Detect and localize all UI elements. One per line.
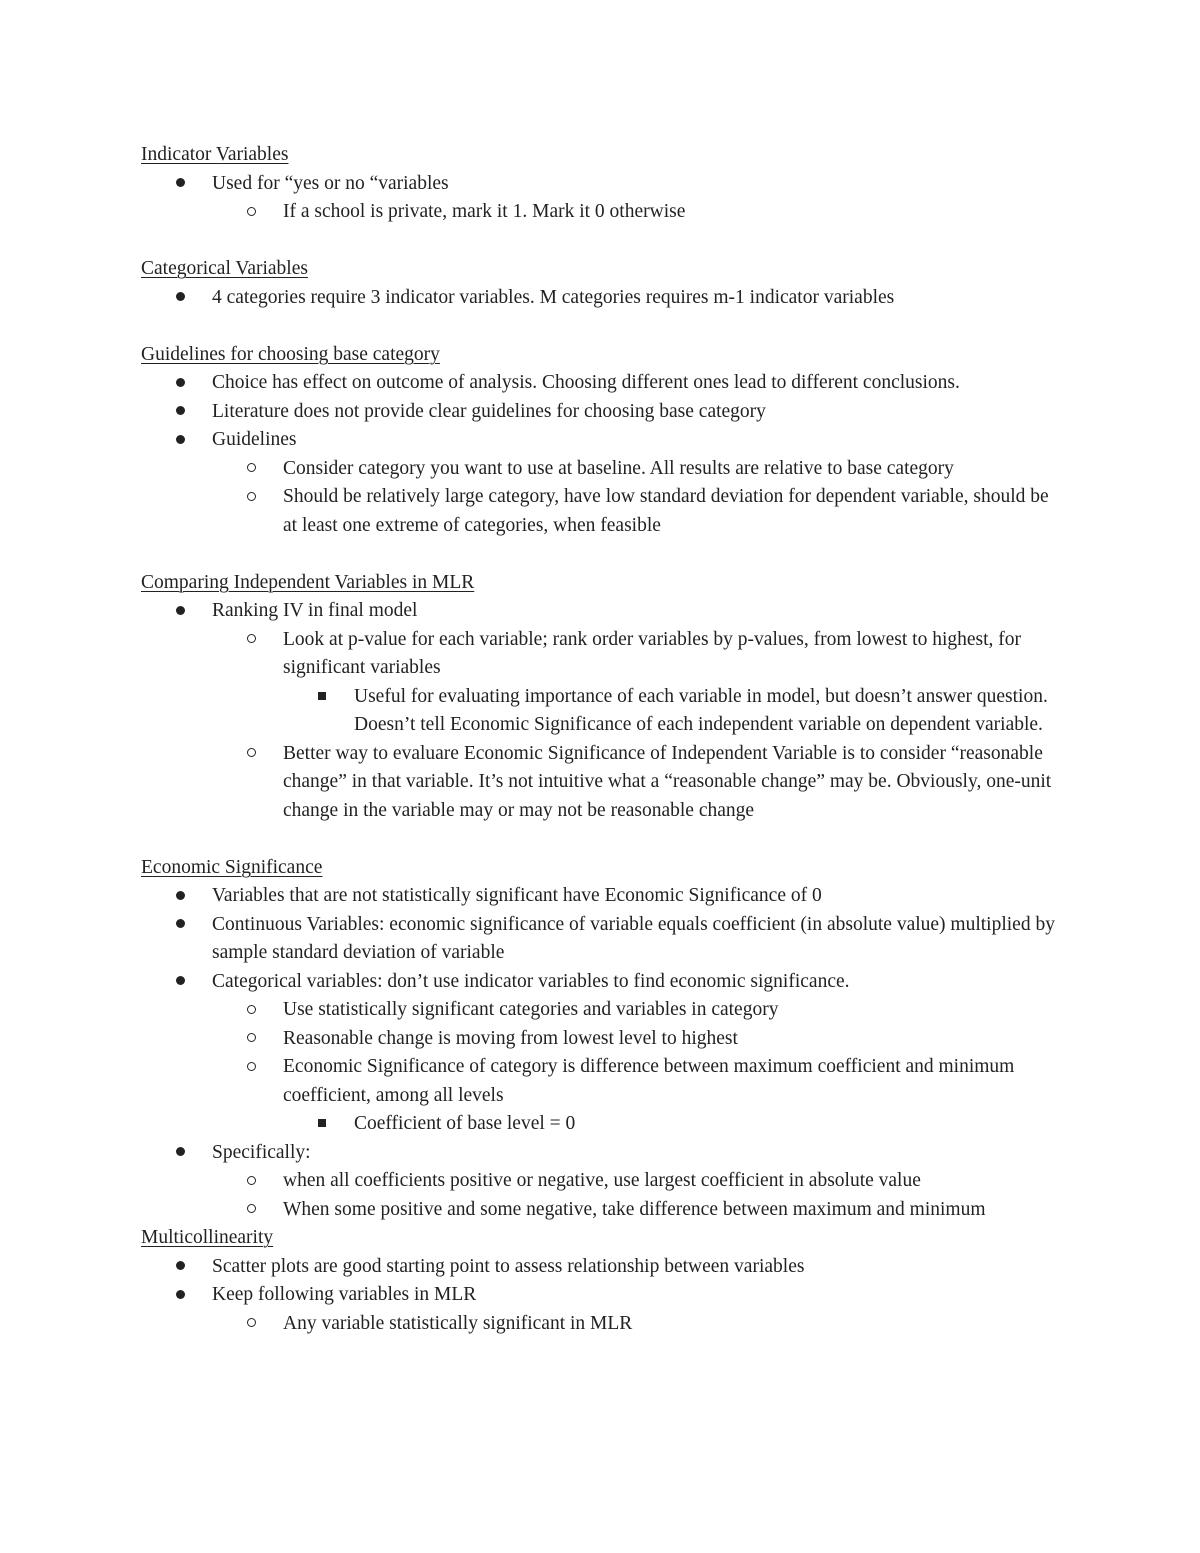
list-item-text: Guidelines: [212, 429, 297, 450]
list-item-text: 4 categories require 3 indicator variables. M categories requires m-1 indicator variables: [212, 286, 895, 308]
list-item-text: Reasonable change is moving from lowest level to highest: [283, 1027, 738, 1049]
list-item-text: Look at p-value for each variable; rank order variables by p-values, from lowest to highest, for significant variables: [283, 628, 1022, 678]
list-item: [141, 369, 1061, 398]
section-heading: Comparing Independent Variables in MLR: [141, 571, 475, 593]
list-item: [141, 1281, 1061, 1310]
bullet-disc-icon: [170, 1139, 190, 1168]
list-item-text: If a school is private, mark it 1. Mark it 0 otherwise: [283, 201, 686, 222]
list-item-text: Coefficient of base level = 0: [354, 1113, 576, 1134]
section-heading: Multicollinearity: [141, 1227, 274, 1248]
list-item-text: Keep following variables in MLR: [212, 1284, 477, 1305]
bullet-circle-icon: [241, 1025, 261, 1054]
section-indicator-variables: [141, 141, 1061, 227]
list-item: [141, 483, 1061, 540]
list-item-text: Continuous Variables: economic significance of variable equals coefficient (in absolute value) multiplied by sample standard deviation of variable: [212, 913, 1055, 963]
list-item: [141, 426, 1061, 455]
list-item: [141, 882, 1061, 911]
list-item-text: Variables that are not statistically significant have Economic Significance of 0: [212, 885, 822, 906]
bullet-circle-icon: [241, 1167, 261, 1196]
list-item: [141, 1025, 1061, 1054]
bullet-disc-icon: [170, 882, 190, 911]
list-item-text: when all coefficients positive or negative, use largest coefficient in absolute value: [283, 1170, 921, 1191]
section-heading: Guidelines for choosing base category: [141, 343, 440, 365]
bullet-disc-icon: [170, 1281, 190, 1310]
section-categorical-variables: [141, 255, 1061, 312]
list-item-text: Used for “yes or no “variables: [212, 172, 449, 194]
list-item: [141, 683, 1061, 740]
list-item-text: Consider category you want to use at baseline. All results are relative to base category: [283, 457, 954, 479]
list-item-text: Ranking IV in final model: [212, 600, 418, 621]
bullet-circle-icon: [241, 1196, 261, 1225]
list-item: [141, 170, 1061, 199]
list-item-text: Economic Significance of category is difference between maximum coefficient and minimum coefficient, among all levels: [283, 1056, 1015, 1106]
bullet-circle-icon: [241, 198, 261, 227]
bullet-square-icon: [312, 1110, 332, 1139]
list-item-text: Specifically:: [212, 1141, 311, 1163]
section-comparing-independent-variables: [141, 569, 1061, 826]
bullet-disc-icon: [170, 170, 190, 199]
list-item: [141, 968, 1061, 997]
section-heading: Economic Significance: [141, 856, 323, 878]
list-item-text: Should be relatively large category, have low standard deviation for dependent variable, should be at least one extreme of categories, when feasible: [283, 486, 1049, 536]
list-item-text: Scatter plots are good starting point to assess relationship between variables: [212, 1255, 805, 1277]
bullet-circle-icon: [241, 996, 261, 1025]
list-item-text: Literature does not provide clear guidelines for choosing base category: [212, 400, 766, 422]
bullet-circle-icon: [241, 1310, 261, 1339]
list-item: [141, 398, 1061, 427]
bullet-square-icon: [312, 683, 332, 712]
list-item: [141, 1110, 1061, 1139]
document-body: [141, 141, 1061, 1338]
bullet-circle-icon: [241, 483, 261, 512]
list-item-text: Useful for evaluating importance of each variable in model, but doesn’t answer question. Doesn’t tell Economic Significance of each independent variable on dependent variable.: [354, 685, 1048, 735]
bullet-disc-icon: [170, 398, 190, 427]
bullet-disc-icon: [170, 284, 190, 313]
list-item-text: Categorical variables: don’t use indicator variables to find economic significance.: [212, 970, 850, 992]
list-item: [141, 911, 1061, 968]
list-item: [141, 740, 1061, 826]
bullet-circle-icon: [241, 1053, 261, 1082]
list-item-text: Any variable statistically significant in MLR: [283, 1312, 633, 1334]
bullet-circle-icon: [241, 455, 261, 484]
list-item: [141, 284, 1061, 313]
list-item-text: Choice has effect on outcome of analysis. Choosing different ones lead to different conclusions.: [212, 372, 960, 393]
section-multicollinearity: [141, 1224, 1061, 1338]
list-item: [141, 455, 1061, 484]
list-item: [141, 996, 1061, 1025]
list-item: [141, 1053, 1061, 1110]
bullet-circle-icon: [241, 740, 261, 769]
list-item: [141, 1139, 1061, 1168]
list-item: [141, 597, 1061, 626]
list-item: [141, 1310, 1061, 1339]
list-item: [141, 1167, 1061, 1196]
list-item: [141, 626, 1061, 683]
bullet-disc-icon: [170, 911, 190, 940]
list-item-text: Use statistically significant categories and variables in category: [283, 999, 779, 1020]
section-heading: Categorical Variables: [141, 258, 308, 279]
bullet-disc-icon: [170, 597, 190, 626]
list-item: [141, 198, 1061, 227]
list-item-text: When some positive and some negative, take difference between maximum and minimum: [283, 1198, 986, 1220]
bullet-circle-icon: [241, 626, 261, 655]
bullet-disc-icon: [170, 426, 190, 455]
bullet-disc-icon: [170, 369, 190, 398]
section-heading: Indicator Variables: [141, 144, 289, 165]
section-guidelines-base-category: [141, 341, 1061, 541]
list-item-text: Better way to evaluare Economic Significance of Independent Variable is to consider “reasonable change” in that variable. It’s not intuitive what a “reasonable change” may be. Obviously, one-unit change in the variable may or may not be reasonable change: [283, 742, 1052, 821]
list-item: [141, 1196, 1061, 1225]
list-item: [141, 1253, 1061, 1282]
bullet-disc-icon: [170, 1253, 190, 1282]
bullet-disc-icon: [170, 968, 190, 997]
section-economic-significance: [141, 854, 1061, 1225]
